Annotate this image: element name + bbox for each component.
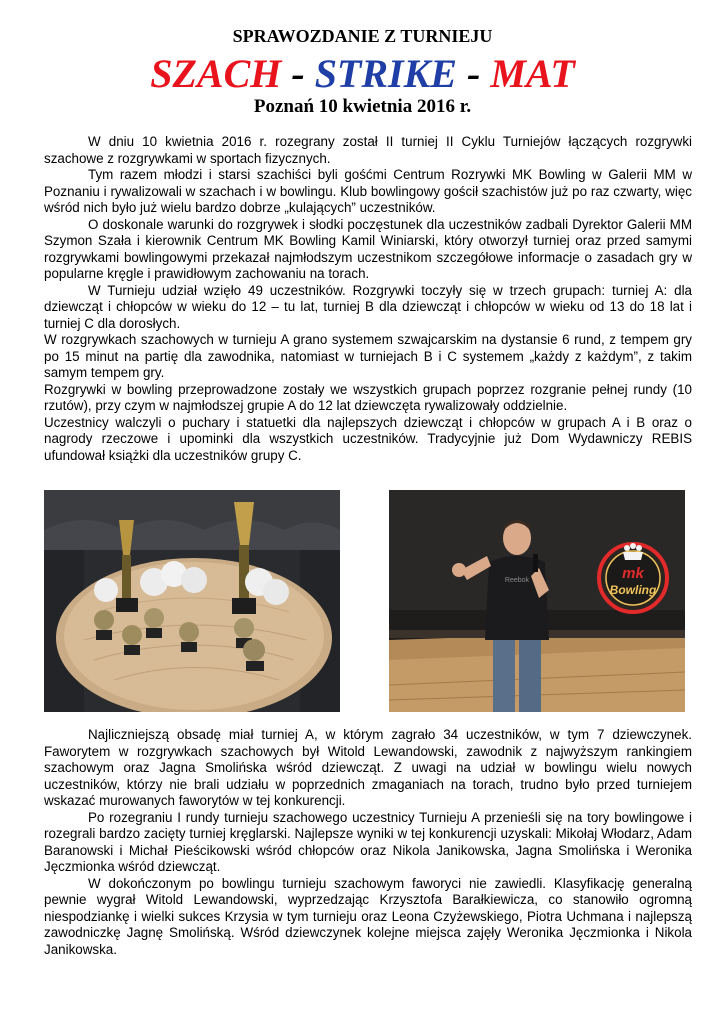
title-mat: MAT bbox=[490, 51, 575, 96]
paragraph: Najliczniejszą obsadę miał turniej A, w którym zagrało 34 uczestników, w tym 7 dziewczynek. Faworytem w rozgrywkach szachowych był Witold Lewandowski, zawodnik z najwyższym rankingiem szachowym oraz Jagna Smolińska wśród dziewcząt. Z uwagi na udział w bowlingu wielu nowych uczestników, którzy nie brali udziału w poprzednich zmaganiach na torach, trudno było przed turniejem wskazać murowanych faworytów w tej konkurencji. bbox=[44, 727, 692, 808]
paragraph: Uczestnicy walczyli o puchary i statuetki dla najlepszych dziewcząt i chłopców w grupach A i B oraz o nagrody rzeczowe i upominki dla wszystkich uczestników. Tradycyjnie już Dom Wydawniczy REBIS ufundował książki dla uczestników grupy C. bbox=[44, 414, 692, 463]
paragraph: Rozgrywki w bowling przeprowadzone zostały we wszystkich grupach poprzez rozgranie pełnej rundy (10 rzutów), przy czym w najmłodszej grupie A do 12 lat dziewczęta rywalizowały oddzielnie. bbox=[44, 381, 692, 413]
report-subtitle: SPRAWOZDANIE Z TURNIEJU bbox=[232, 26, 493, 46]
report-date: Poznań 10 kwietnia 2016 r. bbox=[253, 96, 472, 117]
logo-bowling-text: Bowling bbox=[609, 583, 657, 597]
paragraph: O doskonale warunki do rozgrywek i słodki poczęstunek dla uczestników zadbali Dyrektor Galerii MM Szymon Szała i kierownik Centrum MK Bowling Kamil Winiarski, który otworzył turniej oraz przed samymi rozgrywkami bowlingowymi przekazał najmłodszym uczestnikom szczegółowe informacje o zasadach gry w popularne kręgle i prawidłowym zachowaniu na torach. bbox=[44, 216, 692, 281]
title-separator: - bbox=[281, 51, 315, 96]
paragraph: W dokończonym po bowlingu turnieju szachowym faworyci nie zawiedli. Klasyfikację generalną pewnie wygrał Witold Lewandowski, wyprzedzając Krzysztofa Barałkiewicza, co stanowiło ogromną niespodziankę i wielki sukces Krzysia w tym turnieju oraz Leona Czyżewskiego, Piotra Uchmana i najlepszą zawodniczkę Jagnę Smolińską. Wśród dziewczynek kolejne miejsca zajęły Weronika Jęczmionka i Nikola Janikowska. bbox=[44, 875, 692, 957]
paragraph: W dniu 10 kwietnia 2016 r. rozegrany został II turniej II Cyklu Turniejów łączących rozgrywki szachowe z rozgrywkami w sportach fizycznych. bbox=[44, 134, 692, 166]
paragraph: W Turnieju udział wzięło 49 uczestników. Rozgrywki toczyły się w trzech grupach: turniej A: dla dziewcząt i chłopców w wieku do 12 – tu lat, turniej B dla dziewcząt i chłopców w wieku od 13 do 18 lat i turniej C dla dorosłych. bbox=[44, 282, 692, 331]
tournament-title bbox=[0, 48, 725, 100]
paragraph: Tym razem młodzi i starsi szachiści byli gośćmi Centrum Rozrywki MK Bowling w Galerii MM w Poznaniu i rywalizowali w szachach i w bowlingu. Klub bowlingowy gościł szachistów już po raz czwarty, więc wśród nich było już wielu bardzo dobrze „kulających” uczestników. bbox=[44, 167, 692, 215]
report-body-bottom bbox=[44, 727, 692, 958]
title-szach: SZACH bbox=[150, 51, 282, 96]
report-body-top bbox=[44, 134, 692, 464]
logo-mk-text: mk bbox=[622, 565, 644, 582]
title-strike: STRIKE bbox=[314, 51, 457, 96]
title-separator: - bbox=[456, 51, 491, 96]
trophies-photo bbox=[44, 490, 340, 712]
shirt-logo-text: Reebok bbox=[504, 577, 530, 584]
paragraph: W rozgrywkach szachowych w turnieju A grano systemem szwajcarskim na dystansie 6 rund, z tempem gry po 15 minut na partię dla zawodnika, natomiast w turniejach B i C systemem „każdy z każdym”, z takim samym tempem gry. bbox=[44, 332, 692, 380]
speaker-photo bbox=[389, 490, 685, 712]
paragraph: Po rozegraniu I rundy turnieju szachowego uczestnicy Turnieju A przenieśli się na tory bowlingowe i rozegrali bardzo zacięty turniej kręglarski. Najlepsze wyniki w tej konkurencji uzyskali: Mikołaj Włodarz, Adam Baranowski i Michał Pieścikowski wśród chłopców oraz Nikola Janikowska, Jagna Smolińska i Weronika Jęczmionka wśród dziewcząt. bbox=[44, 809, 692, 874]
